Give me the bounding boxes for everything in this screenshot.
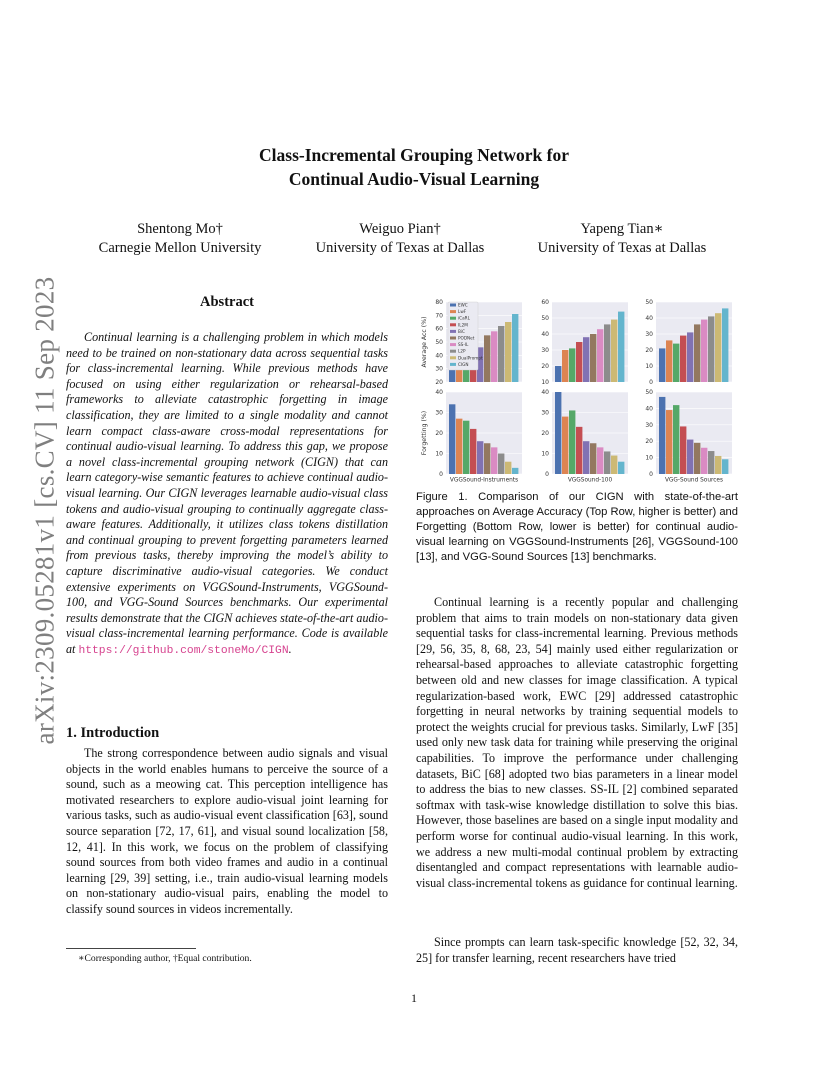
legend-label: CIGN	[458, 361, 469, 367]
bar-podnet	[694, 443, 700, 474]
y-axis-label: Forgetting (%)	[421, 410, 428, 456]
bar-bic	[477, 441, 483, 474]
legend-swatch	[450, 317, 456, 320]
bar-ewc	[659, 348, 665, 382]
bar-dualprompt	[611, 320, 617, 382]
author-name: Shentong Mo†	[137, 221, 223, 237]
bar-l2p	[708, 316, 714, 382]
bar-icarl	[463, 421, 469, 474]
bar-ss-il	[491, 331, 497, 382]
y-tick-label: 80	[435, 299, 443, 306]
y-tick-label: 10	[541, 379, 549, 386]
author-affiliation: University of Texas at Dallas	[315, 240, 485, 256]
bar-dualprompt	[505, 462, 511, 474]
bar-podnet	[484, 335, 490, 382]
author-1	[85, 220, 275, 258]
legend-label: DualPrompt	[458, 355, 483, 361]
abstract-heading: Abstract	[200, 294, 254, 310]
y-tick-label: 10	[435, 450, 443, 458]
code-link[interactable]: https://github.com/stoneMo/CIGN	[78, 644, 289, 657]
section-heading-introduction: 1. Introduction	[66, 725, 160, 741]
bar-bic	[687, 332, 693, 382]
arxiv-identifier: arXiv:2309.05281v1 [cs.CV] 11 Sep 2023	[29, 276, 60, 745]
bar-l2p	[498, 454, 504, 475]
y-tick-label: 40	[541, 331, 549, 338]
bar-l2p	[604, 324, 610, 382]
legend-label: BiC	[458, 328, 465, 334]
author-affiliation: Carnegie Mellon University	[98, 240, 262, 256]
bar-bic	[687, 440, 693, 474]
bar-ewc	[659, 397, 665, 474]
x-axis-dataset-label: VGGSound-Instruments	[449, 477, 519, 484]
bar-bic	[583, 337, 589, 382]
legend-label: L2P	[458, 348, 466, 354]
bar-dualprompt	[715, 456, 721, 474]
bar-il2m	[576, 427, 582, 474]
bar-ss-il	[701, 448, 707, 474]
bar-cign	[618, 312, 624, 382]
legend-label: iCaRL	[458, 315, 470, 321]
y-tick-label: 30	[645, 331, 653, 338]
bar-ss-il	[491, 447, 497, 474]
legend-label: EWC	[458, 302, 468, 308]
y-axis-label: Average Acc (%)	[421, 316, 428, 368]
figure-1-chart	[418, 296, 742, 484]
page-number: 1	[411, 991, 417, 1005]
y-tick-label: 20	[435, 430, 443, 437]
intro-paragraph: The strong correspondence between audio signals and visual objects in the world enables humans to perceive the source of a sound, such as a meowing cat. This perception intelligence has motivated researchers to explore audio-visual joint learning for various tasks, such as audio-visual event classification [63], sound source separation [72, 17, 61], and visual sound localization [58, 12, 41]. In this work, we focus on the problem of classifying sound sources from both video frames and audio in a continual learning [29, 39] setting, i.e., train audio-visual learning models on non-stationary audio-visual pairs, enabling the model to classify sound sources in videos incrementally.	[66, 746, 388, 916]
legend-swatch	[450, 323, 456, 326]
legend-label: SS-IL	[458, 342, 469, 348]
y-tick-label: 10	[645, 363, 653, 370]
right-paragraph-1: Continual learning is a recently popular and challenging problem that aims to train models on non-stationary data given sequential tasks for class-incremental learning. Previous methods [29, 56, 35, 8, 68, 23, 54] mainly used either regularization or rehearsal-based approaches to alleviate catastrophic forgetting between old and new classes for image classification. A typical regularization-based work, EWC [29] addressed catastrophic forgetting in neural networks by training sequential models to protect the weights crucial for previous tasks. Similarly, LwF [35] used only new task data for training while preserving the original capabilities. To improve the performance under challenging datasets, BiC [68] adopted two bias parameters in a linear model to address the bias to new classes. SS-IL [2] combined separated softmax with task-wise knowledge distillation to solve this bias. However, those baselines are based on a single input modality and perform worse for continual audio-visual learning. In this work, we address a new multi-modal continual problem by extracting disentangled and compact representations with learnable audio-visual class-incremental tokens as guidance for continual learning.	[416, 595, 738, 890]
bar-lwf	[562, 417, 568, 474]
y-tick-label: 50	[435, 339, 443, 346]
y-tick-label: 20	[541, 363, 549, 370]
y-tick-label: 30	[435, 365, 443, 373]
bar-ss-il	[597, 447, 603, 474]
y-tick-label: 0	[649, 379, 653, 386]
x-axis-dataset-label: VGG-Sound Sources	[664, 477, 724, 484]
bar-l2p	[498, 326, 504, 382]
legend-label: PODNet	[458, 335, 475, 341]
bar-lwf	[456, 419, 462, 474]
bar-lwf	[562, 350, 568, 382]
legend-swatch	[450, 304, 456, 307]
bar-podnet	[484, 443, 490, 474]
bar-il2m	[576, 342, 582, 382]
bar-cign	[512, 468, 518, 474]
bar-cign	[512, 314, 518, 382]
author-3	[522, 220, 722, 258]
bar-il2m	[470, 429, 476, 474]
y-tick-label: 40	[435, 352, 443, 360]
legend-label: IL2M	[458, 322, 468, 328]
bar-icarl	[569, 348, 575, 382]
y-tick-label: 30	[645, 421, 653, 429]
bar-ss-il	[701, 320, 707, 382]
bar-icarl	[673, 344, 679, 382]
bar-icarl	[569, 410, 575, 474]
y-tick-label: 40	[645, 405, 653, 413]
bar-cign	[618, 462, 624, 474]
y-tick-label: 60	[435, 325, 443, 333]
footnote: ∗Corresponding author, †Equal contribution.	[78, 953, 252, 964]
bar-ewc	[555, 392, 561, 474]
y-tick-label: 0	[649, 471, 653, 478]
legend-swatch	[450, 363, 456, 366]
bar-l2p	[708, 451, 714, 474]
bar-ewc	[555, 366, 561, 382]
abstract-body: Continual learning is a challenging problem in which models need to be trained on non-stationary data across sequential tasks for class-incremental learning. While previous methods have focused on using either regularization or rehearsal-based frameworks to alleviate catastrophic forgetting in image classification, they are limited to a single modality and cannot learn compact class-aware cross-modal representations for continual audio-visual learning. To address this gap, we propose a novel class-incremental grouping network (CIGN) that can learn category-wise semantic features to achieve continual audio-visual learning. Our CIGN leverages learnable audio-visual class tokens and audio-visual grouping to continually aggregate class-aware features. Additionally, it utilizes class tokens distillation and continual grouping to prevent forgetting parameters learned from previous tasks, thereby improving the model’s ability to capture discriminative audio-visual categories. We conduct extensive experiments on VGGSound-Instruments, VGGSound-100, and VGG-Sound Sources benchmarks. Our experimental results demonstrate that the CIGN achieves state-of-the-art audio-visual class-incremental learning performance. Code is available at https://github.com/stoneMo/CIGN.	[66, 330, 388, 657]
y-tick-label: 50	[541, 315, 549, 322]
bar-ewc	[449, 404, 455, 474]
legend-swatch	[450, 337, 456, 340]
author-name: Weiguo Pian†	[359, 221, 441, 237]
y-tick-label: 50	[645, 389, 653, 396]
title-line-2: Continual Audio-Visual Learning	[288, 169, 540, 189]
bar-podnet	[694, 324, 700, 382]
legend-swatch	[450, 343, 456, 346]
bar-bic	[583, 441, 589, 474]
y-tick-label: 0	[545, 471, 549, 478]
bar-cign	[722, 459, 728, 474]
bar-dualprompt	[505, 322, 511, 382]
y-tick-label: 40	[541, 389, 549, 396]
legend-label: LwF	[458, 309, 467, 315]
bar-il2m	[680, 336, 686, 382]
bar-icarl	[673, 405, 679, 474]
y-tick-label: 20	[645, 438, 653, 446]
y-tick-label: 10	[645, 454, 653, 462]
legend-swatch	[450, 356, 456, 359]
bar-podnet	[590, 334, 596, 382]
paper-title	[0, 143, 828, 191]
title-line-1: Class-Incremental Grouping Network for	[259, 145, 569, 165]
bar-l2p	[604, 451, 610, 474]
bar-lwf	[666, 340, 672, 382]
bar-cign	[722, 308, 728, 382]
bar-dualprompt	[611, 456, 617, 474]
abstract-text: Continual learning is a challenging problem in which models need to be trained on non-stationary data across sequential tasks for class-incremental learning. While previous methods have focused on using either regularization or rehearsal-based frameworks to alleviate catastrophic forgetting in image classification, they are limited to a single modality and cannot learn compact class-aware cross-modal representations for continual audio-visual learning. To address this gap, we propose a novel class-incremental grouping network (CIGN) that can learn category-wise semantic features to achieve continual audio-visual learning. Our CIGN leverages learnable audio-visual class tokens and audio-visual grouping to continually aggregate class-aware features. Additionally, it utilizes class tokens distillation and continual grouping to prevent forgetting parameters learned from previous tasks, thereby improving the model’s ability to capture discriminative audio-visual categories. We conduct extensive experiments on VGGSound-Instruments, VGGSound-100, and VGG-Sound Sources benchmarks. Our experimental results demonstrate that the CIGN achieves state-of-the-art audio-visual class-incremental learning performance. Code is available at	[66, 330, 388, 656]
y-tick-label: 60	[541, 299, 549, 306]
bar-il2m	[680, 426, 686, 474]
author-name: Yapeng Tian∗	[580, 221, 664, 237]
bar-podnet	[590, 443, 596, 474]
bar-dualprompt	[715, 313, 721, 382]
author-affiliation: University of Texas at Dallas	[537, 240, 707, 256]
y-tick-label: 50	[645, 299, 653, 306]
x-axis-dataset-label: VGGSound-100	[567, 477, 613, 484]
y-tick-label: 20	[435, 379, 443, 386]
bar-ss-il	[597, 329, 603, 382]
legend-swatch	[450, 310, 456, 313]
bar-lwf	[666, 410, 672, 474]
y-tick-label: 40	[645, 315, 653, 322]
author-2	[300, 220, 500, 258]
legend-swatch	[450, 330, 456, 333]
y-tick-label: 30	[541, 347, 549, 354]
y-tick-label: 10	[541, 450, 549, 458]
y-tick-label: 20	[541, 430, 549, 437]
y-tick-label: 30	[435, 409, 443, 417]
y-tick-label: 40	[435, 389, 443, 396]
y-tick-label: 30	[541, 409, 549, 417]
y-tick-label: 70	[435, 312, 443, 320]
figure-caption: Figure 1. Comparison of our CIGN with state-of-the-art approaches on Average Accuracy (Top Row, higher is better) and Forgetting (Bottom Row, lower is better) for continual audio-visual learning on VGGSound-Instruments [26], VGGSound-100 [13], and VGG-Sound Sources [13] benchmarks.	[416, 491, 738, 563]
footnote-rule	[66, 948, 196, 949]
y-tick-label: 0	[439, 471, 443, 478]
legend-swatch	[450, 350, 456, 353]
right-paragraph-2: Since prompts can learn task-specific knowledge [52, 32, 34, 25] for transfer learning, recent researchers have tried	[416, 935, 738, 965]
y-tick-label: 20	[645, 347, 653, 354]
